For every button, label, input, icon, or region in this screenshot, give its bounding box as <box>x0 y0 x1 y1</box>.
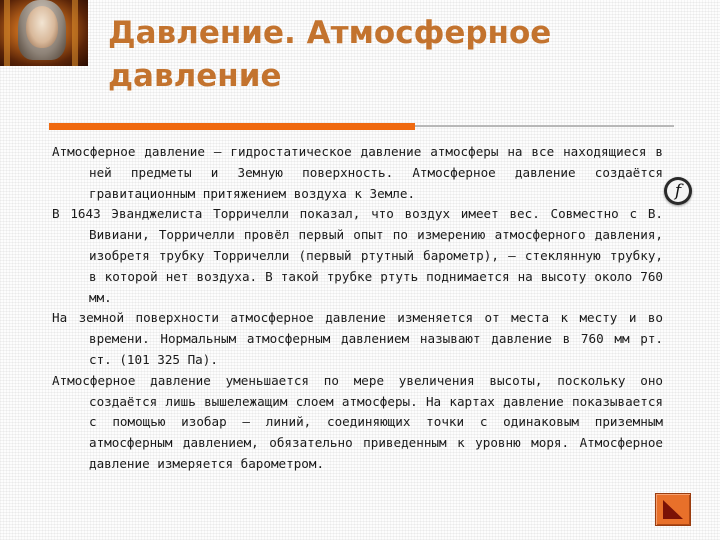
body-text <box>52 142 663 475</box>
slide-title-line-1: Давление. Атмосферное <box>108 15 552 51</box>
portrait-image <box>0 0 88 66</box>
formula-f-icon[interactable] <box>664 177 692 205</box>
formula-f-glyph: f <box>667 180 689 202</box>
portrait-face <box>26 6 58 48</box>
paragraph-definition: Атмосферное давление — гидростатическое давление атмосферы на все находящиеся в ней предметы и Земную поверхность. Атмосферное давление создаётся гравитационным притяжением воздуха к Земле. <box>52 144 663 201</box>
slide-title <box>108 12 668 98</box>
paragraph-torricelli: В 1643 Эванджелиста Торричелли показал, что воздух имеет вес. Совместно с В. Вивиани, Торричелли провёл первый опыт по измерению атмосферного давления, изобретя трубку Торричелли (первый ртутный барометр), — стеклянную трубку, в которой нет воздуха. В такой трубке ртуть поднимается на высоту около 760 мм. <box>52 206 663 305</box>
paragraph-normal-pressure: На земной поверхности атмосферное давление изменяется от места к месту и во времени. Нормальным атмосферным давлением называют давление в 760 мм рт. ст. (101 325 Па). <box>52 310 663 367</box>
triangle-down-left-icon <box>660 497 686 522</box>
nav-back-button[interactable] <box>655 493 691 526</box>
slide-title-line-2: давление <box>108 58 282 94</box>
paragraph-altitude: Атмосферное давление уменьшается по мере увеличения высоты, поскольку оно создаётся лишь вышележащим слоем атмосферы. На картах давление показывается с помощью изобар — линий, соединяющих точки с одинаковым приземным атмосферным давлением, обязательно приведенным к уровню моря. Атмосферное давление измеряется барометром. <box>52 372 663 471</box>
title-accent-bar <box>49 123 415 130</box>
